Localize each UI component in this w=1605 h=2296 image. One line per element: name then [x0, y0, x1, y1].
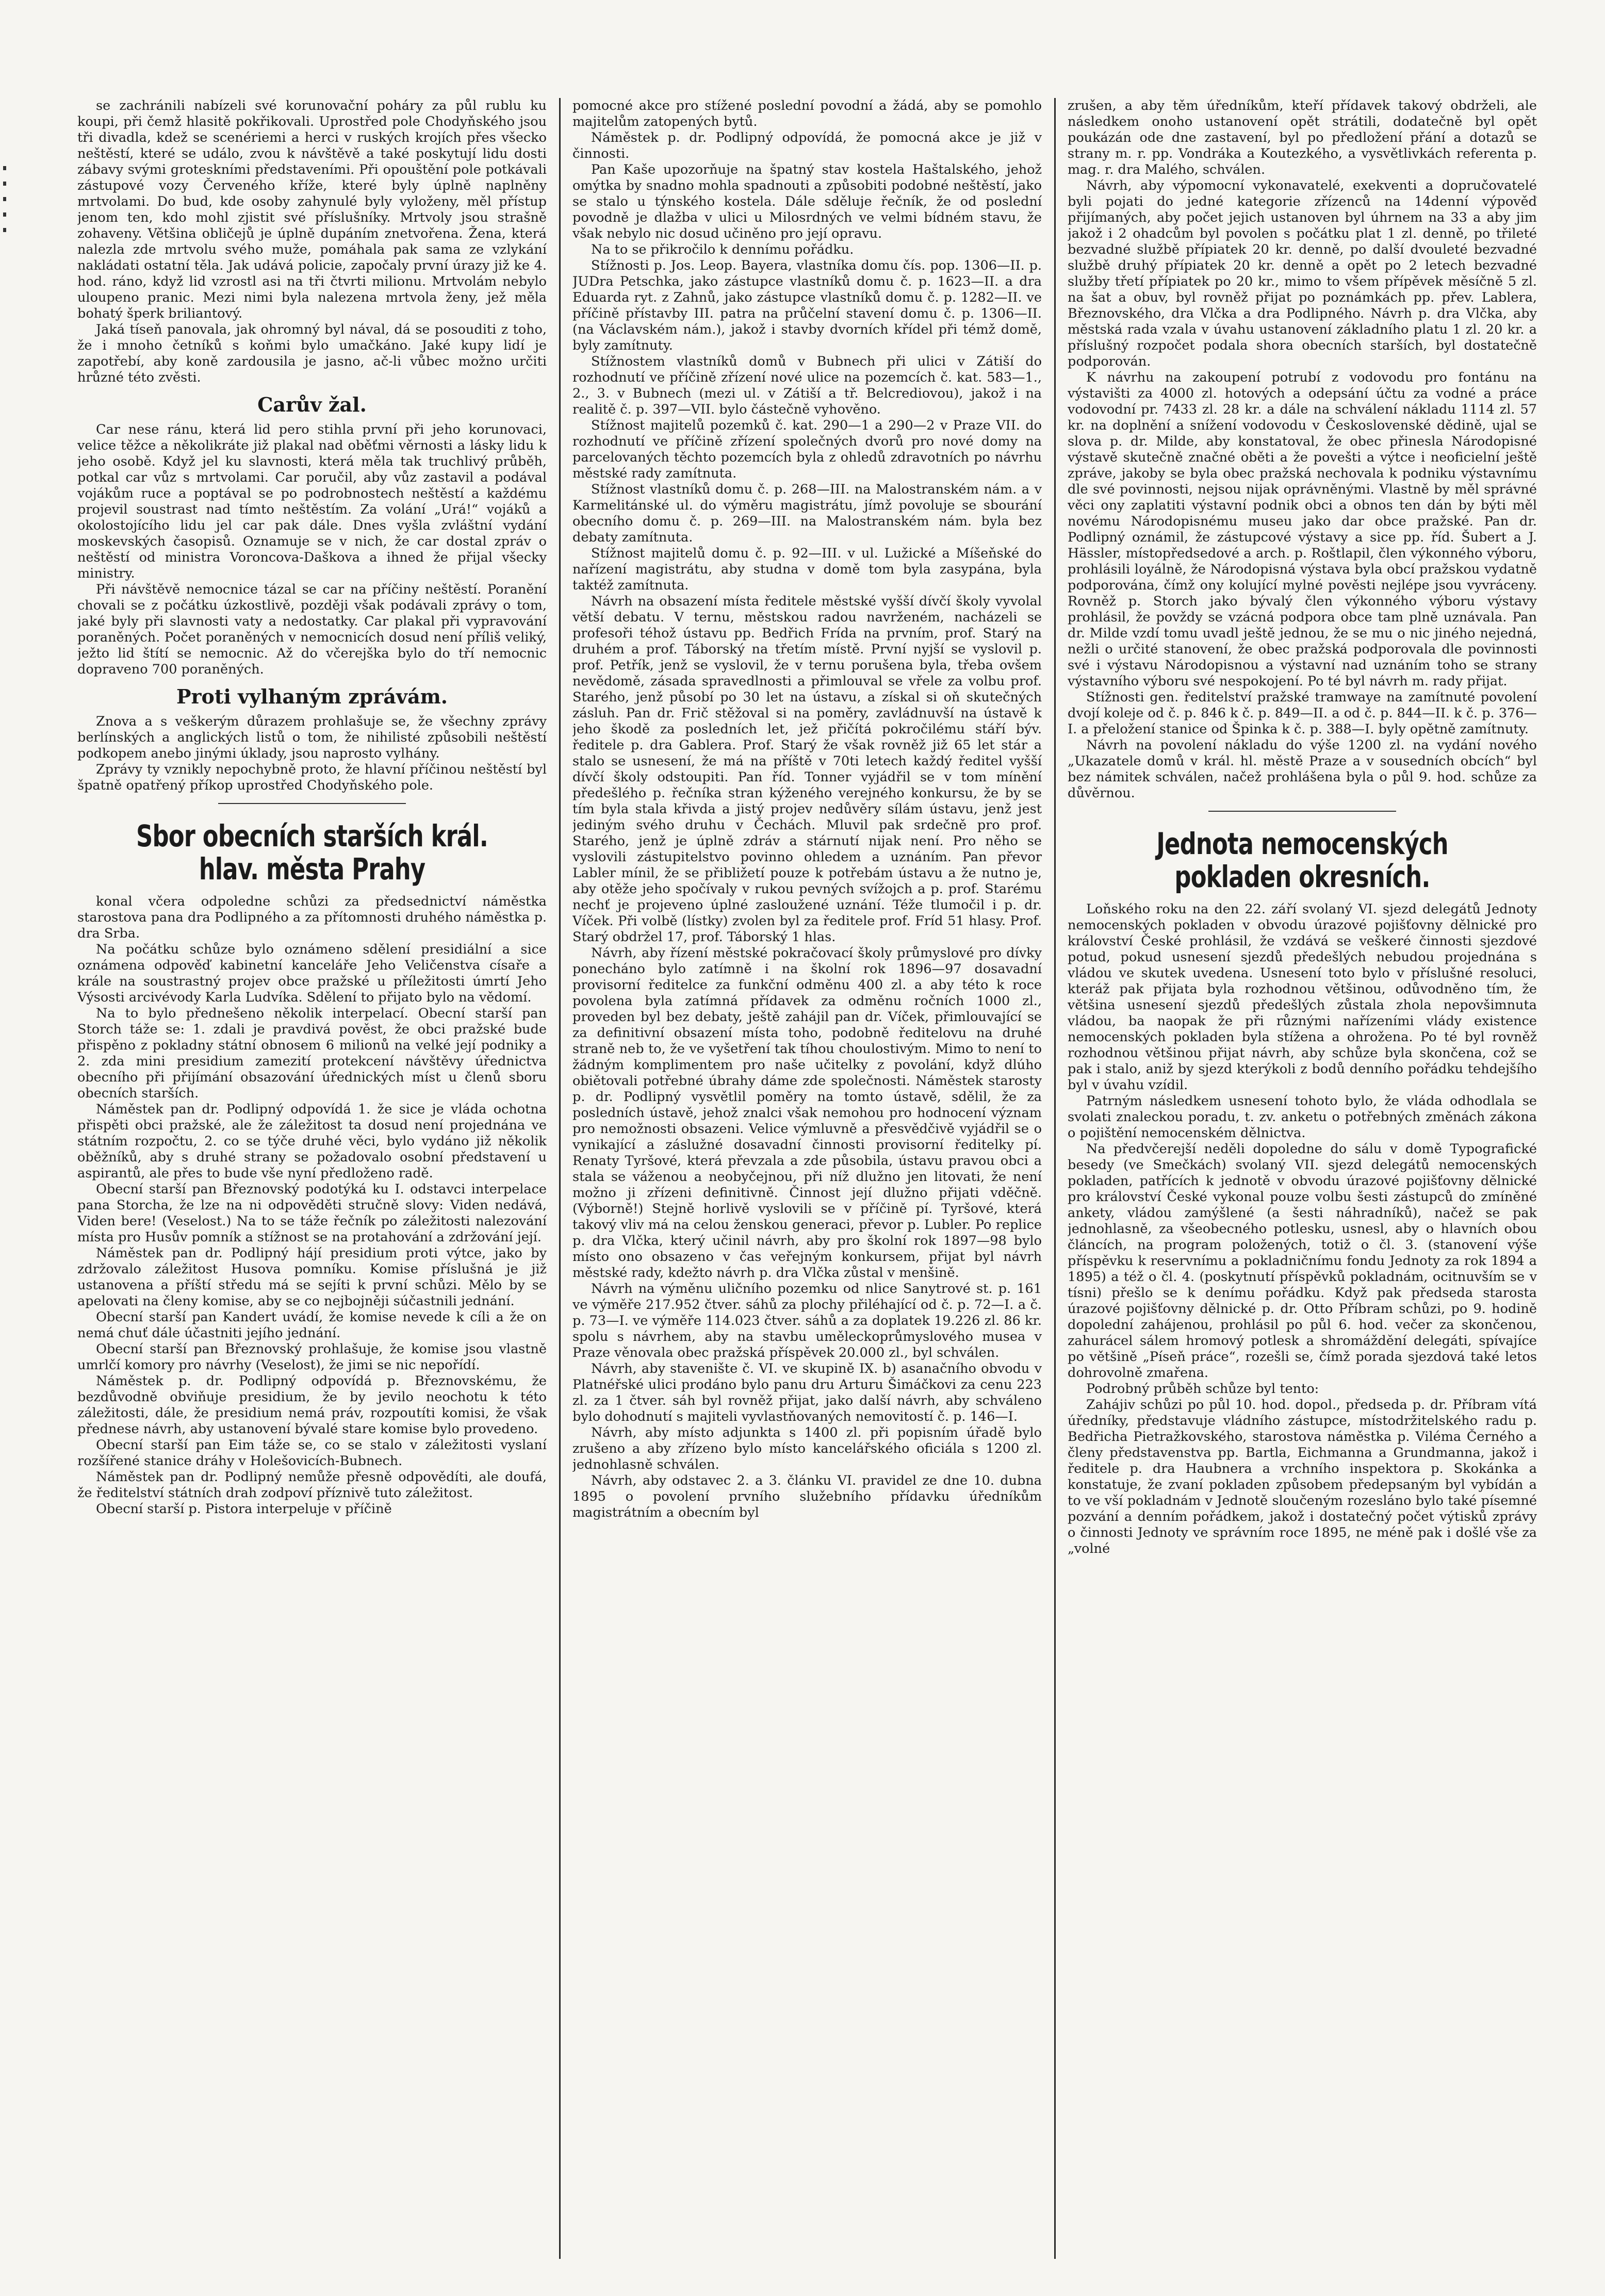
column-middle — [572, 98, 1042, 2259]
section-heading: Carův žal. — [257, 393, 367, 416]
article-paragraph: Zprávy ty vznikly nepochybně proto, že hlavní příčinou neštěstí byl špatně opatřený příkop uprostřed Chodyňského pole. — [77, 762, 547, 793]
article-paragraph: Obecní starší p. Pistora interpeluje v příčině — [96, 1501, 392, 1517]
article-paragraph: Podrobný průběh schůze byl tento: — [1086, 1381, 1319, 1397]
article-paragraph: K návrhu na zakoupení potrubí z vodovodu pro fontánu na výstavišti za 4000 zl. hotových a odepsání účtu za vodné a práce vodovodní pr. 7433 zl. 28 kr. a dále na schválení nákladu 1114 zl. 57 kr. na doplnění a snížení vodovodu v Československé dědině, ujal se slova p. dr. Milde, aby konstatoval, že obec přinesla Národopisné výstavě skutečně značné oběti a že povešti a výtce i neoficielní ještě zpráve, jakoby se byla obec pražská nechovala k podniku výstavnímu dle své povinnosti, nejsou nijak oprávněnými. Vlastně by měl správné věci ony zaplatiti výstavní podnik obci a obnos ten dán by býti měl novému Národopisnému museu jako dar obce pražské. Pan dr. Podlipný oznámil, že zástupcové výstavy a sice pp. říd. Šubert a J. Hässler, místopředsedové a arch. p. Roštlapil, člen výkonného výboru, prohlásili loyálně, že Národopisná výstava byla obcí pražskou vydatně podporována, čímž ony kolující mylné pověsti nejlépe jsou vyvráceny. Rovněž p. Storch jako bývalý člen výkonného výboru výstavy prohlásil, že povždy se vzácná podpora obce tam plně uznávala. Pan dr. Milde vzdí tomu uvadl ještě jednou, že se mu o nic jiného nejedná, nežli o určité stanovení, že obec pražská podporovala dle povinnosti své i výstavu Národopisnou a výstavní nad uznáním toho se strany výstavního výboru své nespokojení. Po té byl návrh m. rady přijat. — [1068, 370, 1537, 689]
article-paragraph: Stížnost vlastníků domu č. p. 268—III. na Malostranském nám. a v Karmelitánské ul. do výměru magistrátu, jímž povoluje se sbourání obecního domu č. p. 269—III. na Malostranském nám. byla bez debaty zamítnuta. — [572, 482, 1042, 545]
article-paragraph: Na to bylo přednešeno několik interpelací. Obecní starší pan Storch táže se: 1. zdali je pravdivá pověst, že obci pražské bude přispěno z pokladny státní obnosem 6 milionů na velké její podniky a 2. zda mini presidium zamezití protekcení návštěvy úřednictva obecního při přijímání obsazování úřednických míst u členů sboru obecních starších. — [77, 1006, 547, 1101]
article-paragraph: Stížnostem vlastníků domů v Bubnech při ulici v Zátiší do rozhodnutí ve příčině zřízení nové ulice na pozemcích č. kat. 583—1., 2., 3. v Bubnech (mezi ul. v Zátiší a tř. Belcrediovou), jakož i na realitě č. p. 397—VII. bylo částečně vyhověno. — [572, 354, 1042, 417]
article-paragraph: zrušen, a aby těm úředníkům, kteří přídavek takový obdrželi, ale následkem onoho ustanovení opět strátili, dodatečně byl opět poukázán ode dne zastavení, byl po předložení přání a dotazů se strany m. r. pp. Vondráka a Koutezkého, a vysvětlivkách referenta p. mag. r. dra Malého, schválen. — [1068, 98, 1537, 177]
article-paragraph: Obecní starší pan Kandert uvádí, že komise nevede k cíli a že on nemá chuť dále účastniti jejího jednání. — [77, 1309, 547, 1341]
article-paragraph: Car nese ránu, která lid pero stihla první při jeho korunovaci, velice těžce a několikráte již plakal nad oběťmi věrnosti a lásky lidu k jeho osobě. Když jel ku slavnosti, která měla tak truchlivý průběh, potkal car vůz s mrtvolami. Car poručil, aby vůz zastavil a podával vojákům ruce a poptával se po podrobnostech neštěstí a každému projevil soustrast nad tímto neštěstím. Za volání „Urá!“ vojáků a okolostojícího lidu jel car pak dále. Dnes vyšla zvláštní vydání moskevských časopisů. Oznamuje se v nich, že car dostal zpráv o neštěstí od ministra Voroncova-Daškova a ihned že přijal všecky ministry. — [77, 422, 547, 581]
article-paragraph: Návrh, aby stavenište č. VI. ve skupině IX. b) asanačního obvodu v Platnéřské ulici prodáno bylo panu dru Arturu Šimáčkovi za cenu 223 zl. za 1 čtver. sáh byl rovněž přijat, jako další návrh, aby schváleno bylo dohodnutí s majiteli vyvlastňovaných nemovitostí č. p. 146—I. — [572, 1361, 1042, 1424]
section-divider — [218, 803, 406, 804]
article-paragraph: Obecní starší pan Březnovský prohlašuje, že komise jsou vlastně umrlčí komory pro návrhy (Veselost), že jimi se nic nepořídí. — [77, 1341, 547, 1373]
article-paragraph: pomocné akce pro stížené poslední povodní a žádá, aby se pomohlo majitelům zatopených bytů. — [572, 98, 1042, 129]
article-paragraph: Náměstek pan dr. Podlipný odpovídá 1. že sice je vláda ochotna přispěti obci pražské, ale že záležitost ta dosud není projednána ve státním rozpočtu, 2. co se týče druhé věci, bylo vydáno již několik oběžníků, aby s druhé strany se požadovalo osobní představení u aspirantů, ale přes to bude vše nyní předloženo radě. — [77, 1102, 547, 1181]
section-divider — [1208, 811, 1396, 812]
article-paragraph: Náměstek p. dr. Podlipný odpovídá, že pomocná akce je již v činnosti. — [572, 130, 1042, 161]
article-paragraph: Na to se přikročilo k dennímu pořádku. — [591, 242, 854, 257]
article-paragraph: konal včera odpoledne schůzi za předsednictví náměstka starostova pana dra Podlipného a za přítomnosti druhého náměstka p. dra Srba. — [77, 894, 547, 941]
article-paragraph: Stížnosti p. Jos. Leop. Bayera, vlastníka domu čís. pop. 1306—II. p. JUDra Petschka, jako zástupce vlastníků domu č. p. 1623—II. a dra Eduarda ryt. z Zahnů, jako zástupce vlastníků domu č. p. 1282—II. ve příčině přístavby III. patra na průčelní stavení domu č. p. 1306—II. (na Václavském nám.), jakož i stavby dvorních křídel při témž domě, byly zamítnuty. — [572, 258, 1042, 353]
article-paragraph: Na předvčerejší neděli dopoledne do sálu v domě Typografické besedy (ve Smečkách) svolaný VII. sjezd delegátů nemocenských pokladen, patřících k jednotě v obvodu úrazové pojišťovny dělnické pro království České vykonal pouze volbu šesti zástupců do zmíněné ankety, vládou zamýšlené (a šesti náhradníků), načež se pak jednohlasně, za všeobecného potlesku, usnesl, aby o hlavních obou článcích, na program položených, totiž o čl. 3. (stanovení výše příspěvku k reservnímu a pokladničnímu fondu Jednoty za rok 1894 a 1895) a též o čl. 4. (poskytnutí příspěvků pokladnám, ocitnuvším se v tísni) přešlo se k denímu pořádku. Když pak předseda starosta úrazové pojišťovny dělnické p. dr. Otto Příbram schůzi, po 9. hodině dopolední zahájenou, prohlásil po půl 6. hod. večer za skončenou, zahurácel sálem hromový potlesk a shromáždění delegáti, spívajíce po většině „Píseň práce“, rozešli se, čímž porada sjezdová také letos dohrovolně zmařena. — [1068, 1141, 1537, 1381]
article-paragraph: Návrh, aby odstavec 2. a 3. článku VI. pravidel ze dne 10. dubna 1895 o povolení prvního služebního přídavku úředníkům magistrátním a obecním byl — [572, 1473, 1042, 1520]
newspaper-page — [77, 98, 1573, 2264]
section-heading: Proti vylhaným zprávám. — [176, 685, 448, 708]
article-paragraph: Na počátku schůze bylo oznámeno sdělení presidiální a sice oznámena odpověď kabinetní kanceláře Jeho Veličenstva císaře a krále na soustrastný projev obce pražské u příležitosti úmrtí Jeho Výsosti arcivévody Karla Ludvíka. Sdělení to přijato bylo na vědomí. — [77, 942, 547, 1005]
article-paragraph: Patrným následkem usnesení tohoto bylo, že vláda odhodlala se svolati znaleckou poradu, t. zv. anketu o potřebných změnách zákona o pojištění nemocenském dělnictva. — [1068, 1093, 1537, 1141]
article-paragraph: Jaká tíseň panovala, jak ohromný byl nával, dá se posouditi z toho, že i mnoho četníků s koňmi bylo umačkáno. Jaké kupy lidí je zapotřebí, aby koně zardousila je jasno, ač-li vůbec možno určiti hrůzné této zvěsti. — [77, 322, 547, 385]
scan-edge-marks — [3, 155, 10, 258]
article-paragraph: Návrh na výměnu uličního pozemku od nlice Sanytrové st. p. 161 ve výměře 217.952 čtver. sáhů za plochy přiléhající od č. p. 72—I. a č. p. 73—I. ve výměře 114.023 čtver. sáhů a za doplatek 19.226 zl. 86 kr. spolu s návrhem, aby na stavbu uměleckoprůmyslového musea v Praze věnovala obec pražská příspěvek 20.000 zl., byl schválen. — [572, 1281, 1042, 1360]
article-paragraph: Náměstek pan dr. Podlipný nemůže přesně odpovědíti, ale doufá, že ředitelství státních drah zodpoví příznivě tuto záležitost. — [77, 1469, 547, 1501]
article-paragraph: Návrh, aby řízení městské pokračovací školy průmyslové pro dívky ponecháno bylo zatímně i na školní rok 1896—97 dosavadní provisorní ředitelce za funkční odměnu 400 zl. a aby této k roce povolena byla zatímná přídavek za odměnu ročních 1000 zl., proveden byl bez debaty, ještě zahájil pan dr. Víček, přimlouvající se za definitivní obsazení místa toho, podobně ředitelovu na druhé straně neb to, že ve vyšetření tak tíhou choulostivým. Mimo to není to žádným komplimentem pro naše učitelky z povolání, když dlúho obiětovali potřebné úbrahy dáme zde společnosti. Náměstek starosty p. dr. Podlipný vysvětlil poměry na tomto ústavě, sdělil, že za posledních ústavě, jehož znalci však nemohou pro hodnocení význam pro nemožnosti obsazeni. Velice výmluvně a přesvědčivě vyjádřil se o vynikající a záslužné dosavadní činnosti provisorní ředitelky pí. Renaty Tyršové, která převzala a zde působila, ústavu pravou obci a stala se váženou a neobyčejnou, při níž dlužno jen litovati, že není možno ji zřízeni definitivně. Činnost její dlužno přijati vděčně. (Výborně!) Stejně horlivě vyslovili se v příčině pí. Tyršové, která takový vliv má na celou ženskou generaci, převor p. Lubler. Po replice p. dra Vlčka, který učinil návrh, aby pro školní rok 1897—98 bylo místo ono obsazeno v čas veřejným konkursem, přijat byl návrh městské rady, kdežto návrh p. dra Vlčka zůstal v menšině. — [572, 945, 1042, 1281]
article-headline: Sbor obecních starších král. hlav. města Prahy — [136, 818, 488, 887]
article-paragraph: se zachránili nabízeli své korunovační poháry za půl rublu ku koupi, při čemž hlasitě pokřikovali. Uprostřed pole Chodyňského jsou tři divadla, kdež se scenériemi a herci v ruských krojích přes všecko neštěstí, které se událo, zvou k návštěvě a také poskytují lidu dosti zábavy svými groteskními představeními. Při opouštění pole potkávali zástupové vozy Červeného kříže, které byly úplně naplněny mrtvolami. Do bud, kde osoby zahynulé byly vyloženy, měl přístup jenom ten, kdo mohl zjistit své příslušníky. Mrtvoly jsou strašně zohaveny. Většina obličejů je úplně dupáním znetvořena. Žena, která nalezla zde mrtvolu svého muže, pomáhala pak sama ze vzlykání nakládati ostatní těla. Jak udává policie, započaly první úrazy již ke 4. hod. ráno, když lid vzrostl asi na tři čtvrti milionu. Mrtvolám nebylo uloupeno pranic. Mezi nimi byla nalezena mrtvola ženy, jež měla bohatý šperk briliantový. — [77, 98, 547, 321]
column-rule — [1054, 98, 1056, 2259]
article-paragraph: Návrh na povolení nákladu do výše 1200 zl. na vydání nového „Ukazatele domů v král. hl. městě Praze a v sousedních obcích“ byl bez námitek schválen, načež prohlášena byla o půl 9. hod. schůze za důvěrnou. — [1068, 737, 1537, 801]
article-paragraph: Náměstek p. dr. Podlipný odpovídá p. Březnovskému, že bezdůvodně obviňuje presidium, že by jevilo neochotu k této záležitosti, dále, že presidium nemá práv, rozpoutíti komisi, že však přednese návrh, aby ustanovení bývalé stare komise bylo provedeno. — [77, 1373, 547, 1437]
article-paragraph: Návrh na obsazení místa ředitele městské vyšší dívčí školy vyvolal větší debatu. V ternu, městskou radou navrženém, nacházeli se profesoři téhož ústavu pp. Bedřich Frída na prvním, prof. Starý na druhém a prof. Táborský na třetím místě. První nyjší se vyslovil p. prof. Petřík, jenž se vyslovil, že v ternu porušena byla, třeba ovšem nevědomě, zásada spravedlnosti a přimlouval se vřele za volbu prof. Starého, jenž působí po 30 let na ústavu, a získal si oň skutečných zásluh. Pan dr. Frič stěžoval si na poměry, zavládnuvší na ústavě k jeho škodě za posledních let, jež přičítá pokročilému stáří býv. ředitele p. dra Gablera. Prof. Starý že však rovněž již 65 let stár a stalo se usnesení, že má na příště v 70ti letech každý ředitel vyšší dívčí školy odstoupiti. Pan říd. Tonner vyjádřil se v tom mínění předešlého p. řečníka stran kýženého verejného konkursu, že by se tím byla stala křivda a jistý projev nedůvěry sílám ústavu, jenž jest jediným svého druhu v Čechách. Mluvil pak srdečně pro prof. Starého, jenž je úplně zdráv a stárnutí nijak není. Pro něho se vyslovili zástupitelstvo povinno ohledem a uznáním. Pan převor Labler mínil, že se přibližetí pouze k potřebám ústavu a že nutno je, aby otěže jeho spočívaly v rukou pevných svížojch a p. prof. Starému nechť je projeveno úplné zasloužené uznání. Téže tlumočil i p. dr. Víček. Při volbě (lístky) zvolen byl za ředitele prof. Fríd 51 hlasy. Prof. Starý obdržel 17, prof. Táborský 1 hlas. — [572, 594, 1042, 945]
column-right — [1068, 98, 1537, 2259]
column-left — [77, 98, 547, 2259]
article-paragraph: Obecní starší pan Březnovský podotýká ku I. odstavci interpelace pana Storcha, že lze na ni odpověděti stručně slovy: Viden nedává, Viden bere! (Veselost.) Na to se táže řečník po záležitosti nalezování místa pro Husův pomník a stížnost se na protahování a zdržování její. — [77, 1182, 547, 1245]
column-rule — [559, 98, 561, 2259]
article-paragraph: Návrh, aby výpomocní vykonavatelé, exekventi a dopručovatelé byli pojati do jedné kategorie zřízenců na 14denní výpověď přijímaných, aby počet jejich ustanoven byl úhrnem na 33 a aby jim jakož i 2 ohadcům byl povolen s počátku plat 1 zl. denně, po třileté bezvadné službě přípiatek 20 kr. denně, po další dvouleté bezvadné službě druhý přípiatek 20 kr. denně a opět po 2 letech bezvadné služby třetí přípiatek po 20 kr., mimo to všem přípěvek měsíčně 5 zl. na šat a obuv, byl rovněž přijat po poznámkách pp. přev. Lablera, Březnovského, dra Vlčka a dra Podlipného. Návrh p. dra Vlčka, aby městská rada vzala v úvahu ustanovení základního platu 1 zl. 20 kr. a příslušný rozpočet podala shora obecních starších, byl dostatečně podporován. — [1068, 178, 1537, 369]
article-headline: Jednota nemocenských pokladen okresních. — [1156, 826, 1448, 894]
article-paragraph: Znova a s veškerým důrazem prohlašuje se, že všechny zprávy berlínských a anglických listů o tom, že nihilisté způsobili neštěstí podkopem anebo jinými úklady, jsou naprosto vylhány. — [77, 714, 547, 761]
article-paragraph: Loňského roku na den 22. září svolaný VI. sjezd delegátů Jednoty nemocenských pokladen v obvodu úrazové pojišťovny dělnické pro království České prohlásil, že vzdává se veškeré činnosti sjezdové potud, pokud usnesení sjezdů předešlých nebudou projednána s vládou ve skutek uvedena. Usnesení toto bylo v příslušné resoluci, kteráž pak přijata byla rozhodnou většinou, odůvodněno tím, že většina usnesení sjezdů předešlých zůstala zhola nepovšimnuta vládou, ba naopak že při různými nařízeními vlády existence nemocenských pokladen byla stížena a ohrožena. Po té byl rovněž rozhodnou většinou přijat návrh, aby schůze byla skončena, což se pak i stalo, aniž by sjezd kterýkoli z bodů denního pořádku tehdejšího byl v úvahu vzídil. — [1068, 901, 1537, 1093]
article-paragraph: Stížnost majitelů domu č. p. 92—III. v ul. Lužické a Míšeňské do nařízení magistrátu, aby studna v domě tom byla zasypána, byla taktéž zamítnuta. — [572, 546, 1042, 593]
article-paragraph: Náměstek pan dr. Podlipný hájí presidium proti výtce, jako by zdržovalo záležitost Husova pomníku. Komise příslušná je již ustanovena a příští středu má se sejíti k první schůzi. Mělo by se apelovati na členy komise, aby se co nejbojněji súčastnili jednání. — [77, 1245, 547, 1309]
article-paragraph: Obecní starší pan Eim táže se, co se stalo v záležitosti vyslaní rozšířené stanice dráhy v Holešovicích-Bubnech. — [77, 1437, 547, 1469]
article-paragraph: Zahájiv schůzi po půl 10. hod. dopol., předseda p. dr. Příbram vítá úředníky, představuje vládního zástupce, místodržitelského radu p. Bedřicha Pietražkovského, starostova náměstka p. Viléma Černého a členy představenstva pp. Bartla, Eichmanna a Grundmanna, jakož i ředitele p. dra Haubnera a vrchního inspektora p. Skokánka a konstatuje, že zvaní pokladen způsobem předepsaným byl vybídán a to ve vší pokladnám v Jednotě sloučeným rozesláno bylo také písemné pozvání a denním pořádkem, jakož i dostatečný počet výtisků zprávy o činnosti Jednoty ve správním roce 1895, ne méně pak i došlé vše za „volné — [1068, 1397, 1537, 1556]
article-paragraph: Návrh, aby místo adjunkta s 1400 zl. při popisním úřadě bylo zrušeno a aby zřízeno bylo místo kancelářského oficiála s 1200 zl. jednohlasně schválen. — [572, 1425, 1042, 1472]
article-paragraph: Stížnosti gen. ředitelství pražské tramwaye na zamítnuté povolení dvojí koleje od č. p. 846 k č. p. 849—II. a od č. p. 844—II. k č. p. 376—I. a přeložení stanice od Špinka k č. p. 388—I. byly opětně zamítnuty. — [1068, 690, 1537, 737]
article-paragraph: Při návštěvě nemocnice tázal se car na příčiny neštěstí. Poranění chovali se z počátku úzkostlivě, později však podávali zprávy o tom, jaké byly při slavnosti vaty a nedostatky. Car plakal při vypravování poraněných. Počet poraněných v nemocnicích dosud není příliš veliký, ježto lid štítí se nemocnic. Až do včerejška bylo do tří nemocnic dopraveno 700 poraněných. — [77, 582, 547, 677]
article-paragraph: Pan Kaše upozorňuje na špatný stav kostela Haštalského, jehož omýtka by snadno mohla spadnouti a způsobiti podobné neštěstí, jako se stalo u týnského kostela. Dále sděluje řečník, že od poslední povodně je dlažba v ulici u Milosrdných ve velmi bídném stavu, že však nebylo nic dosud učiněno pro její opravu. — [572, 162, 1042, 241]
article-paragraph: Stížnost majitelů pozemků č. kat. 290—1 a 290—2 v Praze VII. do rozhodnutí ve příčině zřízení společných dvorů pro nové domy na parcelovaných těchto pozemcích byla z ohledů zdravotních po návrhu městské rady zamítnuta. — [572, 418, 1042, 481]
